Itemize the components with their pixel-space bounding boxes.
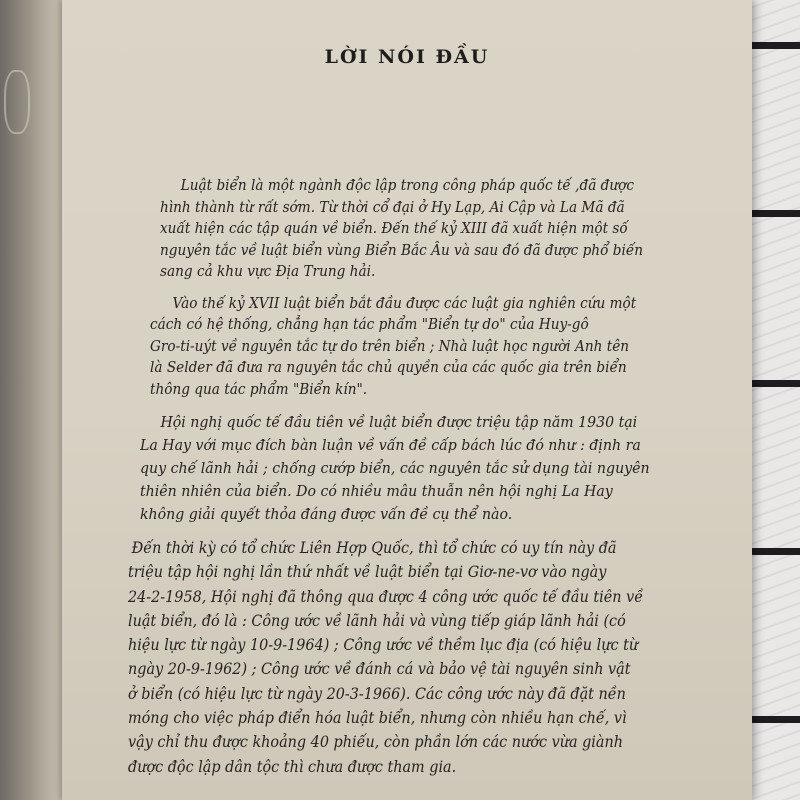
paragraph-3 [140,411,738,526]
text-line: hình thành từ rất sớm. Từ thời cổ đại ở Hy Lạp, Ai Cập và La Mã đã [160,199,625,216]
text-line: móng cho việc pháp điển hóa luật biển, nhưng còn nhiều hạn chế, vì [128,708,627,728]
text-line: La Hay với mục đích bàn luận về vấn đề cấp bách lúc đó như : định ra [140,436,641,454]
text-line: không giải quyết thỏa đáng được vấn đề cụ thể nào. [140,505,513,523]
text-line: nguyên tắc về luật biển vùng Biển Bắc Âu và sau đó đã được phổ biến [160,242,643,259]
text-line: thông qua tác phẩm "Biển kín". [150,381,368,398]
text-line: luật biển, đó là : Công ước về lãnh hải và vùng tiếp giáp lãnh hải (có [128,610,626,630]
text-line: 24-2-1958, Hội nghị đã thông qua được 4 công ước quốc tế đầu tiên về [128,586,644,606]
text-line: Đến thời kỳ có tổ chức Liên Hợp Quốc, thì tổ chức có uy tín này đã [131,538,617,557]
text-line: quy chế lãnh hải ; chống cướp biển, các nguyên tắc sử dụng tài nguyên [140,459,650,477]
text-line: hiệu lực từ ngày 10-9-1964) ; Công ước về thềm lục địa (có hiệu lực từ [128,635,639,655]
text-line: ngày 20-9-1962) ; Công ước về đánh cá và bảo vệ tài nguyên sinh vật [128,659,631,679]
paragraph-1 [160,176,738,284]
text-line: cách có hệ thống, chẳng hạn tác phẩm "Biển tự do" của Huy-gô [150,317,589,333]
text-line: Gro-ti-uýt về nguyên tắc tự do trên biển ; Nhà luật học người Anh tên [150,338,630,355]
text-line: Hội nghị quốc tế đầu tiên về luật biển được triệu tập năm 1930 tại [160,413,638,431]
paragraph-4 [128,536,738,779]
text-line: Vào thế kỷ XVII luật biển bắt đầu được các luật gia nghiên cứu một [172,295,637,312]
page-title: LỜI NÓI ĐẦU [324,46,490,68]
text-line: triệu tập hội nghị lần thứ nhất về luật biển tại Giơ-ne-vơ vào ngày [128,562,607,582]
facing-page-ornament [4,70,30,134]
text-line: Luật biển là một ngành độc lập trong công pháp quốc tế ,đã được [180,178,635,194]
text-line: là Selder đã đưa ra nguyên tắc chủ quyền của các quốc gia trên biển [150,360,627,376]
text-line: ở biển (có hiệu lực từ ngày 20-3-1966). Các công ước này đã đặt nền [128,683,626,703]
book-gutter [0,0,70,800]
text-line: sang cả khu vực Địa Trung hải. [160,264,376,280]
paragraph-2 [150,294,738,402]
text-line: được độc lập dân tộc thì chưa được tham gia. [128,756,457,776]
text-line: thiên nhiên của biển. Do có nhiều mâu thuẫn nên hội nghị La Hay [140,482,613,500]
preface-body [62,176,738,789]
text-line: vậy chỉ thu được khoảng 40 phiếu, còn phần lớn các nước vừa giành [128,732,623,752]
text-line: xuất hiện các tập quán về biển. Đến thế kỷ XIII đã xuất hiện một số [160,221,628,237]
